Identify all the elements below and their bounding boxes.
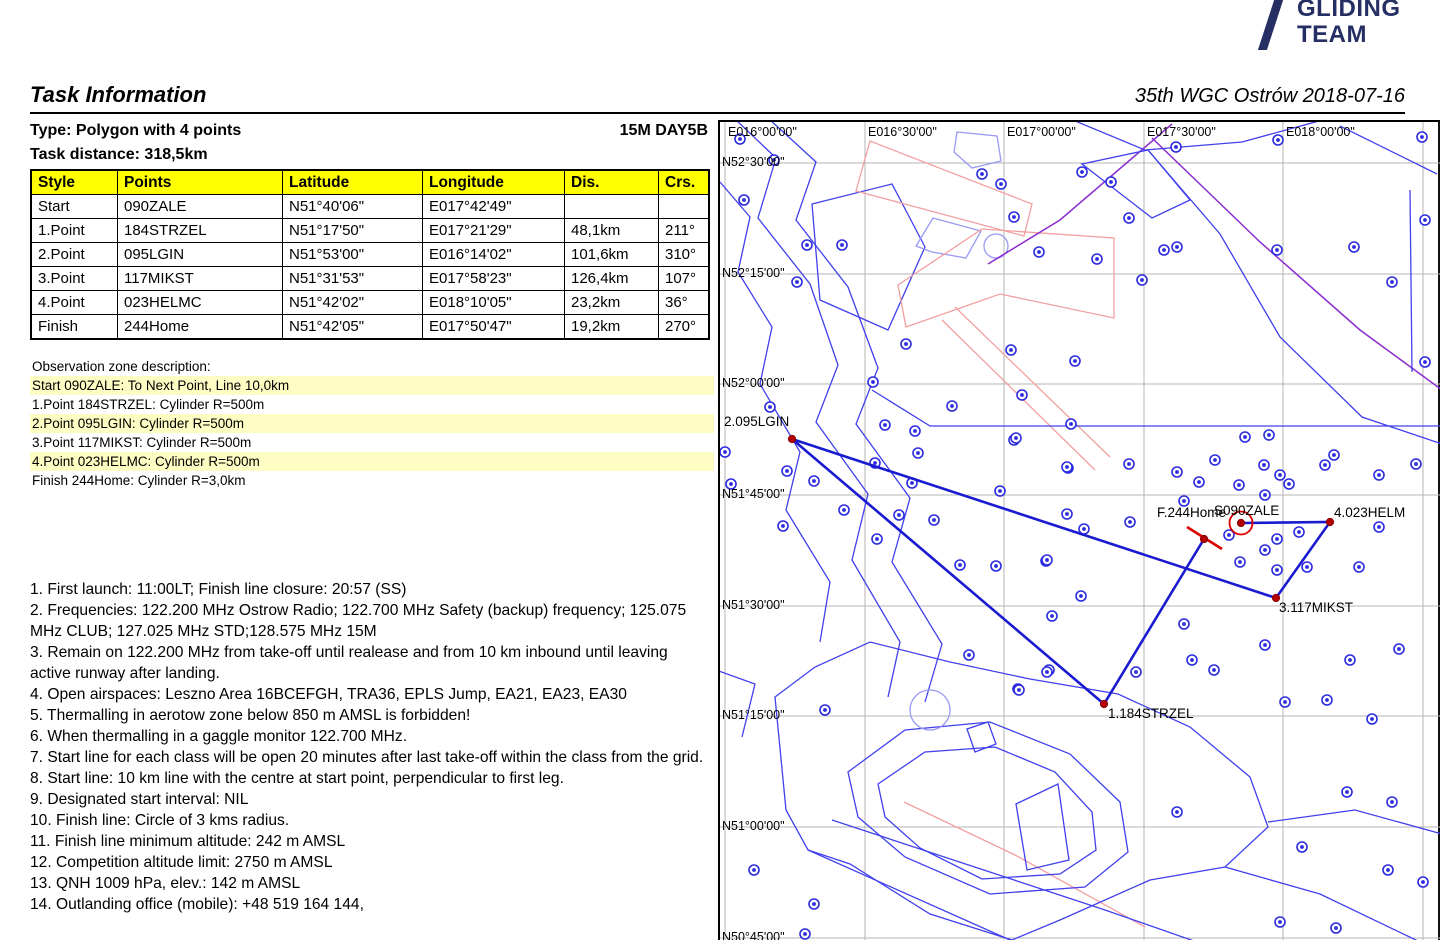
- competition-date: 35th WGC Ostrów 2018-07-16: [1134, 85, 1405, 107]
- observation-zone-line: 3.Point 117MIKST: Cylinder R=500m: [32, 435, 252, 450]
- table-cell: 270°: [659, 315, 710, 340]
- table-cell: 4.Point: [31, 291, 118, 315]
- latitude-grid-label: N51°30'00": [722, 598, 785, 612]
- title-rule: [30, 112, 1405, 114]
- task-note: 3. Remain on 122.200 MHz from take-off until realease and from 10 km inbound until leaving active runway after landing.: [30, 644, 668, 682]
- task-type-line: [30, 122, 708, 140]
- task-note: 10. Finish line: Circle of 3 kms radius.: [30, 812, 290, 829]
- task-notes: [30, 579, 708, 915]
- table-row: [31, 219, 709, 243]
- table-cell: E017°42'49": [423, 195, 565, 219]
- table-cell: N51°40'06": [283, 195, 423, 219]
- latitude-grid-label: N52°30'00": [722, 155, 785, 169]
- task-table-header-row: [31, 170, 709, 195]
- task-route-layer: [792, 439, 1330, 704]
- task-note: 9. Designated start interval: NIL: [30, 791, 249, 808]
- table-cell: E016°14'02": [423, 243, 565, 267]
- observation-zone-line: Finish 244Home: Cylinder R=3,0km: [32, 473, 246, 488]
- table-cell: N51°53'00": [283, 243, 423, 267]
- turnpoint-dot: [1200, 535, 1207, 542]
- turnpoint-label: 1.184STRZEL: [1108, 706, 1194, 721]
- turnpoint-dot: [1100, 700, 1107, 707]
- task-route-line: [792, 439, 1330, 704]
- turnpoint-dot: [1326, 518, 1333, 525]
- table-cell: E017°58'23": [423, 267, 565, 291]
- longitude-grid-label: E017°00'00": [1007, 125, 1076, 139]
- latitude-grid-label: N52°15'00": [722, 266, 785, 280]
- longitude-grid-label: E016°30'00": [868, 125, 937, 139]
- latitude-grid-label: N51°15'00": [722, 708, 785, 722]
- logo-line2: TEAM: [1297, 21, 1367, 48]
- table-column-header: Points: [118, 170, 283, 195]
- observation-zone-block: [30, 357, 714, 490]
- table-cell: 19,2km: [565, 315, 659, 340]
- turnpoint-dot: [1237, 519, 1244, 526]
- table-cell: Finish: [31, 315, 118, 340]
- task-note: 2. Frequencies: 122.200 MHz Ostrow Radio; 122.700 MHz Safety (backup) frequency; 125.075 MHz CLUB; 127.025 MHz STD;128.575 MHz 15M: [30, 602, 687, 640]
- observation-zone-line: 1.Point 184STRZEL: Cylinder R=500m: [32, 397, 265, 412]
- longitude-grid-label: E018°00'00": [1286, 125, 1355, 139]
- latitude-grid-label: N51°45'00": [722, 487, 785, 501]
- logo-line1: GLIDING: [1297, 0, 1401, 22]
- table-column-header: Latitude: [283, 170, 423, 195]
- table-cell: 117MIKST: [118, 267, 283, 291]
- page-title: Task Information: [30, 82, 207, 107]
- task-note: 4. Open airspaces: Leszno Area 16BCEFGH, TRA36, EPLS Jump, EA21, EA23, EA30: [30, 686, 627, 703]
- table-cell: 184STRZEL: [118, 219, 283, 243]
- table-cell: 3.Point: [31, 267, 118, 291]
- task-note: 12. Competition altitude limit: 2750 m AMSL: [30, 854, 333, 871]
- class-day-label: 15M DAY5B: [619, 122, 708, 139]
- table-cell: 107°: [659, 267, 710, 291]
- turnpoint-label: F.244Home: [1157, 505, 1227, 520]
- task-note: 5. Thermalling in aerotow zone below 850 m AMSL is forbidden!: [30, 707, 471, 724]
- task-map: [718, 120, 1440, 940]
- logo-text: [1297, 0, 1401, 48]
- table-row: [31, 267, 709, 291]
- latitude-grid-label: N50°45'00": [722, 930, 785, 940]
- task-note: 14. Outlanding office (mobile): +48 519 164 144,: [30, 896, 364, 913]
- table-cell: E017°50'47": [423, 315, 565, 340]
- gliding-team-logo: [1255, 0, 1440, 60]
- table-cell: 126,4km: [565, 267, 659, 291]
- table-cell: Start: [31, 195, 118, 219]
- table-row: [31, 243, 709, 267]
- task-note: 11. Finish line minimum altitude: 242 m AMSL: [30, 833, 346, 850]
- observation-zone-heading: Observation zone description:: [32, 359, 211, 374]
- table-column-header: Crs.: [659, 170, 710, 195]
- table-cell: E018°10'05": [423, 291, 565, 315]
- latitude-grid-label: N51°00'00": [722, 819, 785, 833]
- table-cell: 48,1km: [565, 219, 659, 243]
- observation-zone-line: 4.Point 023HELMC: Cylinder R=500m: [30, 452, 714, 471]
- table-cell: 310°: [659, 243, 710, 267]
- table-cell: 211°: [659, 219, 710, 243]
- turnpoint-label: 4.023HELM: [1334, 505, 1406, 520]
- table-cell: 023HELMC: [118, 291, 283, 315]
- table-cell: N51°31'53": [283, 267, 423, 291]
- table-cell: 095LGIN: [118, 243, 283, 267]
- task-table: [30, 169, 710, 340]
- task-note: 8. Start line: 10 km line with the centre at start point, perpendicular to first leg.: [30, 770, 564, 787]
- table-cell: N51°42'02": [283, 291, 423, 315]
- table-cell: [659, 195, 710, 219]
- observation-zone-line: 2.Point 095LGIN: Cylinder R=500m: [30, 414, 714, 433]
- observation-zone-line: Start 090ZALE: To Next Point, Line 10,0km: [30, 376, 714, 395]
- latitude-grid-label: N52°00'00": [722, 376, 785, 390]
- table-cell: [565, 195, 659, 219]
- turnpoint-label: 2.095LGIN: [724, 414, 790, 429]
- table-cell: 2.Point: [31, 243, 118, 267]
- task-note: 1. First launch: 11:00LT; Finish line closure: 20:57 (SS): [30, 581, 407, 598]
- table-cell: 244Home: [118, 315, 283, 340]
- table-row: [31, 315, 709, 340]
- table-cell: 23,2km: [565, 291, 659, 315]
- table-cell: 090ZALE: [118, 195, 283, 219]
- table-cell: 1.Point: [31, 219, 118, 243]
- table-column-header: Longitude: [423, 170, 565, 195]
- table-cell: 36°: [659, 291, 710, 315]
- table-row: [31, 291, 709, 315]
- turnpoint-dot: [788, 435, 795, 442]
- task-note: 13. QNH 1009 hPa, elev.: 142 m AMSL: [30, 875, 301, 892]
- turnpoint-label: 3.117MIKST: [1279, 600, 1354, 615]
- longitude-grid-label: E017°30'00": [1147, 125, 1216, 139]
- turnpoint-label: S090ZALE: [1214, 503, 1280, 518]
- task-type-label: Type: Polygon with 4 points: [30, 122, 242, 139]
- task-note: 7. Start line for each class will be open 20 minutes after last take-off within the class from the grid.: [30, 749, 704, 766]
- table-cell: N51°17'50": [283, 219, 423, 243]
- logo-slash-icon: [1258, 0, 1285, 50]
- longitude-grid-label: E016°00'00": [728, 125, 797, 139]
- table-cell: 101,6km: [565, 243, 659, 267]
- table-row: [31, 195, 709, 219]
- task-note: 6. When thermalling in a gaggle monitor 122.700 MHz.: [30, 728, 408, 745]
- table-column-header: Dis.: [565, 170, 659, 195]
- table-column-header: Style: [31, 170, 118, 195]
- table-cell: E017°21'29": [423, 219, 565, 243]
- waypoint-markers-layer: [720, 132, 1430, 939]
- task-distance-label: Task distance: 318,5km: [30, 146, 208, 163]
- table-cell: N51°42'05": [283, 315, 423, 340]
